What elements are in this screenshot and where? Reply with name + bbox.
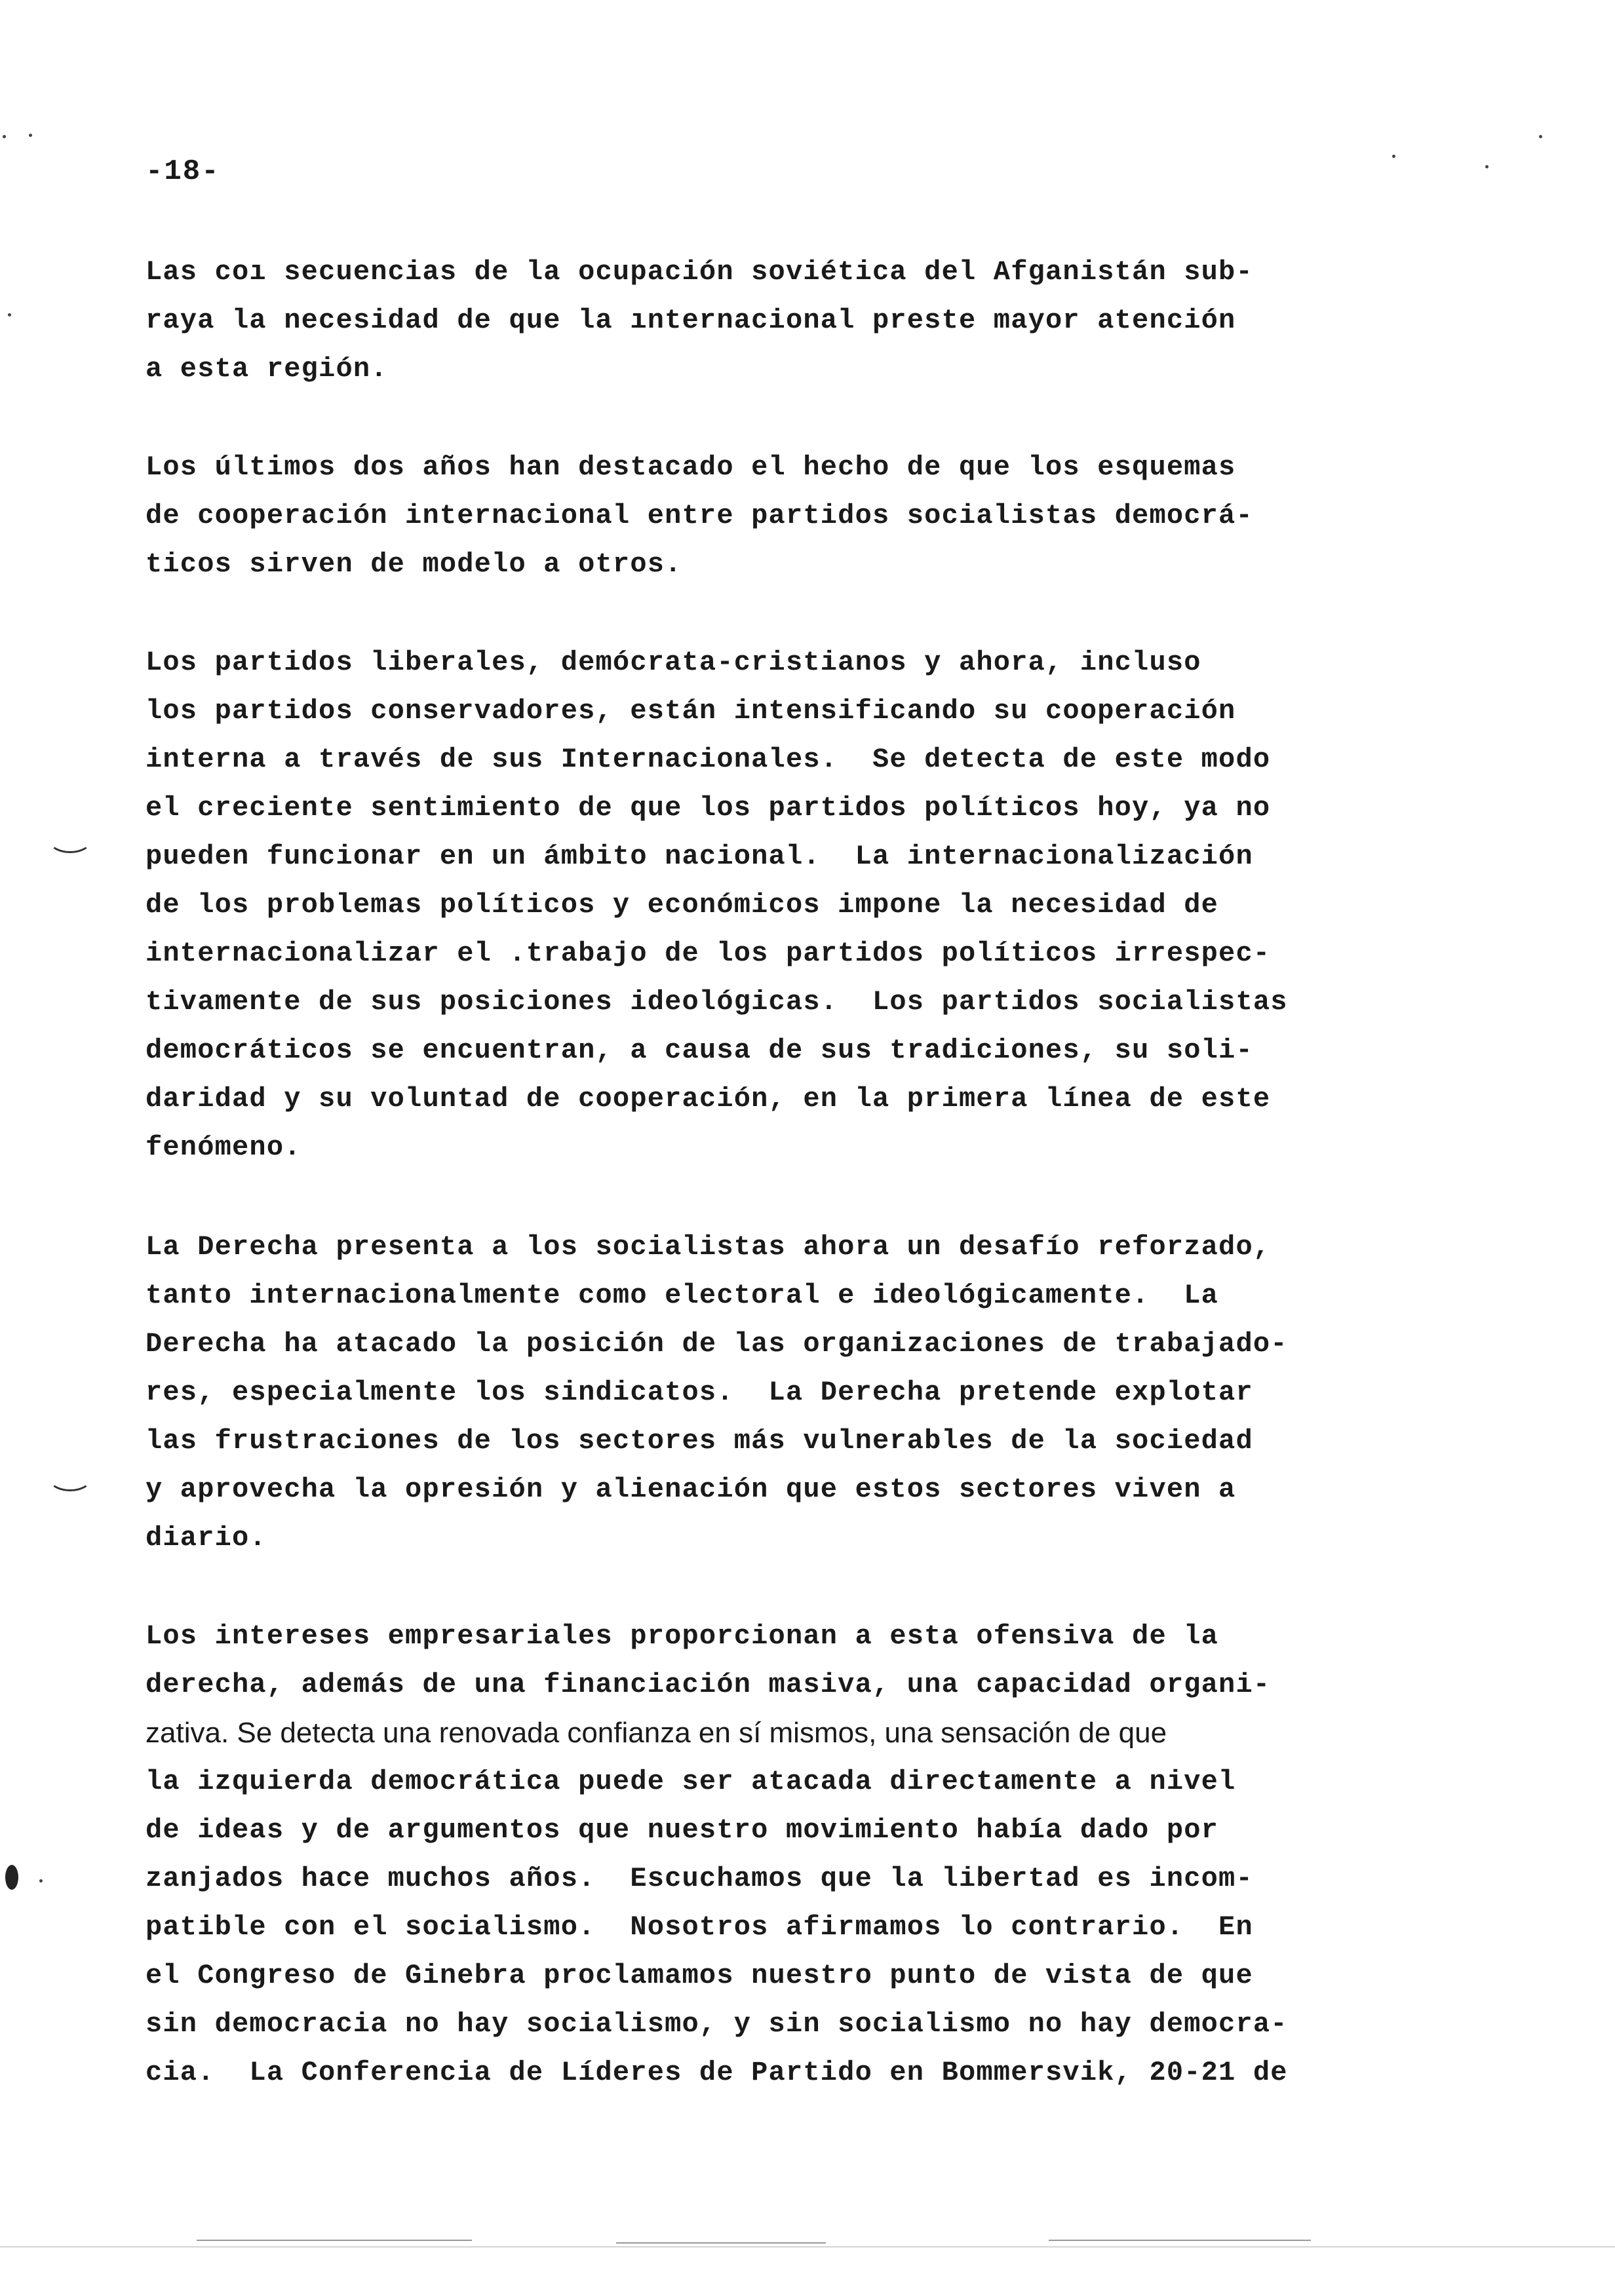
- text-line: Las coı ѕecuencias de la ocupаción soviética del Afganistán sub-: [146, 256, 1253, 288]
- scan-speck: [1539, 135, 1542, 138]
- text-line: tanto internacionalmente como electoral e ideológicamente. La: [146, 1280, 1219, 1311]
- scan-speck: [1485, 165, 1489, 168]
- paragraph-1: [146, 248, 1469, 393]
- scan-speck: [8, 313, 11, 316]
- paragraph-3: [146, 638, 1469, 1172]
- binding-hole-mark: [49, 1465, 92, 1491]
- scan-speck: [1392, 155, 1395, 158]
- text-line: de cooperación internacional entre partidos socialistas democrá-: [146, 500, 1253, 531]
- text-line: interna a través de sus Internacionales. Se detecta de este modo: [146, 744, 1271, 775]
- text-line: y aprovecha la opresión y alienación que estos sectores viven a: [146, 1474, 1236, 1505]
- text-line: res, especialmente los sindicatos. La Derecha pretende explotar: [146, 1377, 1253, 1408]
- page-number: -18-: [146, 155, 220, 188]
- scan-speck: [3, 135, 6, 138]
- paragraph-4: [146, 1223, 1469, 1562]
- text-line: Derecha ha atacado la posición de las organizaciones de trabajado-: [146, 1328, 1288, 1360]
- binding-hole-mark: [49, 827, 92, 853]
- text-line: sin democracia no hay socialismo, y sin socialismo no hay democra-: [146, 2008, 1288, 2040]
- text-line: derecha, además de una financiación masiva, una capacidad organi-: [146, 1669, 1271, 1700]
- text-line: daridad y su voluntad de cooperación, en la primera línea de este: [146, 1083, 1271, 1115]
- scan-speck: [29, 134, 32, 137]
- text-line: de los problemas políticos y económicos impone la necesidad de: [146, 889, 1219, 921]
- text-line: de ideas y de argumentos que nuestro movimiento había dado por: [146, 1814, 1219, 1846]
- text-line: patible con el socialismo. Nosotros afirmamos lo contrario. En: [146, 1911, 1253, 1943]
- text-line: los partidos conservadores, están intensificando su cooperación: [146, 695, 1236, 727]
- text-line: pueden funcionar en un ámbito nacional. La internacionalización: [146, 841, 1253, 872]
- text-line: el Congreso de Ginebra proclamamos nuestro punto de vista de que: [146, 1960, 1253, 1991]
- text-line: Los intereses empresariales proporcionan a esta ofensiva de la: [146, 1620, 1219, 1652]
- text-line: democráticos se encuentran, a causa de sus tradiciones, su soli-: [146, 1035, 1253, 1066]
- text-line: a esta región.: [146, 353, 388, 385]
- text-line: Los últimos dos años han destacado el hecho de que los esquemas: [146, 451, 1236, 483]
- scan-edge-noise: [1049, 2240, 1311, 2241]
- text-line: zanjados hace muchos años. Escuchamos que la libertad es incom-: [146, 1863, 1253, 1894]
- text-line: La Derecha presenta a los socialistas ahora un desafío reforzado,: [146, 1231, 1271, 1263]
- paragraph-5: [146, 1612, 1469, 2097]
- text-line: tivamente de sus posiciones ideológicas. Los partidos socialistas: [146, 986, 1288, 1018]
- text-line: fenómeno.: [146, 1132, 302, 1163]
- scan-edge-noise: [0, 2246, 1615, 2248]
- scan-speck: [39, 1879, 43, 1883]
- text-line: Los partidos liberales, demócrata-cristianos y ahora, incluso: [146, 647, 1201, 678]
- scan-edge-noise: [197, 2240, 472, 2241]
- text-line: las frustraciones de los sectores más vulnerables de la sociedad: [146, 1425, 1253, 1457]
- text-line: zativa. Se detecta una renovada confianza en sí mismos, una sensación de que: [146, 1717, 1167, 1749]
- text-line: cia. La Conferencia de Líderes de Partido en Bommersvik, 20-21 de: [146, 2057, 1288, 2088]
- text-line: la izquierda democrática puede ser atacada directamente a nivel: [146, 1766, 1236, 1797]
- text-line: raya la necesidad de que la ınternacional preste mayor atención: [146, 305, 1236, 336]
- text-line: internacionalizar el .trabajo de los partidos políticos irrespec-: [146, 938, 1271, 969]
- binding-hole-mark: [5, 1865, 18, 1890]
- text-line: ticos sirven de modelo a otros.: [146, 548, 682, 580]
- paragraph-2: [146, 443, 1469, 588]
- text-line: diario.: [146, 1522, 267, 1554]
- text-line: el creciente sentimiento de que los partidos políticos hoy, ya no: [146, 792, 1271, 824]
- scan-edge-noise: [616, 2242, 826, 2244]
